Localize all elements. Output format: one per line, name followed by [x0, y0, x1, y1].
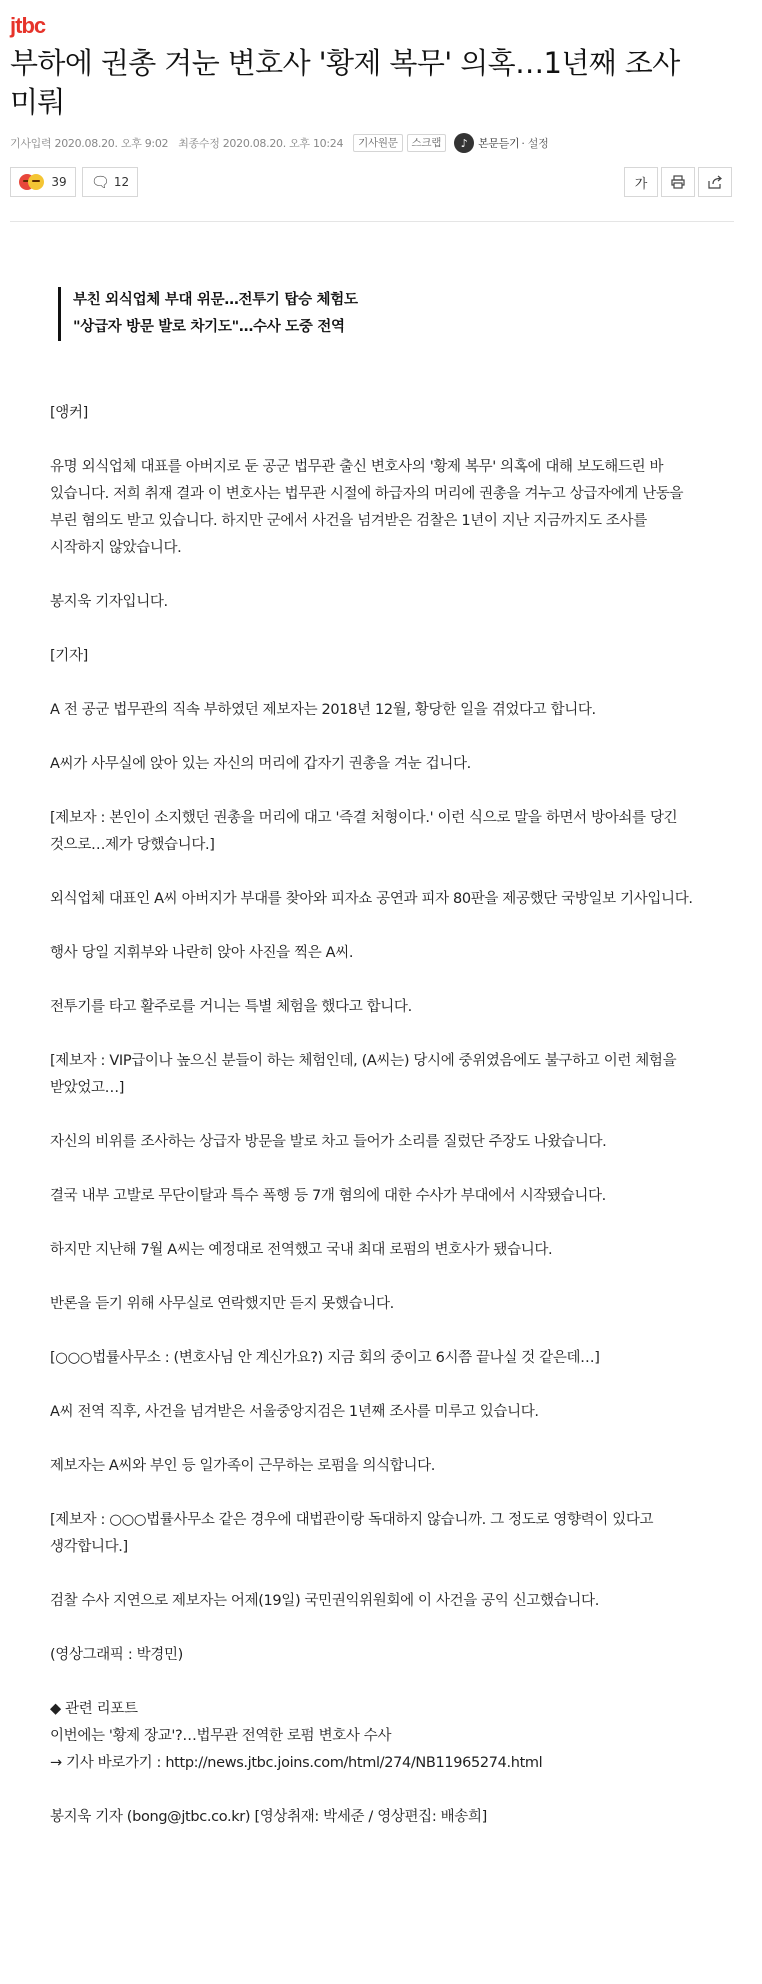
body-paragraph: [제보자 : 본인이 소지했던 권총을 머리에 대고 '즉결 처형이다.' 이런 식으로 말을 하면서 방아쇠를 당긴 것으로…제가 당했습니다.]: [50, 810, 678, 853]
body-paragraph: [제보자 : ○○○법률사무소 같은 경우에 대법관이랑 독대하지 않습니까. 그 정도로 영향력이 있다고 생각합니다.]: [50, 1512, 654, 1555]
body-paragraph: 반론을 듣기 위해 사무실로 연락했지만 듣지 못했습니다.: [50, 1296, 394, 1312]
reaction-button[interactable]: [10, 167, 76, 197]
body-paragraph: (영상그래픽 : 박경민): [50, 1647, 183, 1663]
body-paragraph: 하지만 지난해 7월 A씨는 예정대로 전역했고 국내 최대 로펌의 변호사가 됐습니다.: [50, 1242, 553, 1258]
body-paragraph: 유명 외식업체 대표를 아버지로 둔 공군 법무관 출신 변호사의 '황제 복무' 의혹에 대해 보도해드린 바 있습니다. 저희 취재 결과 이 변호사는 법무관 시절에 하급자의 머리에 권총을 겨누고 상급자에게 난동을 부린 혐의도 받고 있습니다. 하지만 군에서 사건을 넘겨받은 검찰은 1년이 지난 지금까지도 조사를 시작하지 않았습니다.: [50, 459, 684, 556]
comment-count: 12: [113, 175, 130, 189]
subtitle-line: "상급자 방문 발로 차기도"…수사 도중 전역: [73, 319, 345, 335]
body-paragraph: 외식업체 대표인 A씨 아버지가 부대를 찾아와 피자쇼 공연과 피자 80판을 제공했단 국방일보 기사입니다.: [50, 891, 693, 907]
modified-date: 최종수정 2020.08.20. 오후 10:24: [178, 137, 344, 150]
body-paragraph: [제보자 : VIP급이나 높으신 분들이 하는 체험인데, (A씨는) 당시에 중위였음에도 불구하고 이런 체험을 받았었고…]: [50, 1053, 677, 1096]
audio-settings-link[interactable]: · 설정: [521, 137, 549, 150]
subtitle-line: 부친 외식업체 부대 위문…전투기 탑승 체험도: [73, 292, 358, 308]
comment-bubble-icon: 🗨︎: [90, 173, 110, 191]
body-paragraph: [앵커]: [50, 405, 88, 421]
reaction-count: 39: [51, 175, 67, 189]
body-paragraph: A 전 공군 법무관의 직속 부하였던 제보자는 2018년 12월, 황당한 일을 겪었다고 합니다.: [50, 702, 596, 718]
share-button[interactable]: [698, 167, 732, 197]
article-toolbar: [10, 167, 732, 197]
body-paragraph: 결국 내부 고발로 무단이탈과 특수 폭행 등 7개 혐의에 대한 수사가 부대에서 시작됐습니다.: [50, 1188, 606, 1204]
original-article-button[interactable]: 기사원문: [353, 134, 402, 152]
article-body: [50, 400, 704, 1858]
body-paragraph: [○○○법률사무소 : (변호사님 안 계신가요?) 지금 회의 중이고 6시쯤 끝나실 것 같은데…]: [50, 1350, 600, 1366]
print-button[interactable]: [661, 167, 695, 197]
jtbc-logo[interactable]: [10, 14, 45, 38]
article-subtitle: [58, 287, 358, 341]
byline: 봉지욱 기자 (bong@jtbc.co.kr) [영상취재: 박세준 / 영상편집: 배송희]: [50, 1809, 487, 1825]
speaker-icon: ♪: [454, 133, 474, 153]
body-paragraph: 전투기를 타고 활주로를 거니는 특별 체험을 했다고 합니다.: [50, 999, 412, 1015]
font-size-button[interactable]: [624, 167, 658, 197]
body-paragraph: A씨 전역 직후, 사건을 넘겨받은 서울중앙지검은 1년째 조사를 미루고 있습니다.: [50, 1404, 539, 1420]
body-paragraph: 행사 당일 지휘부와 나란히 앉아 사진을 찍은 A씨.: [50, 945, 354, 961]
related-item-title: 이번에는 '황제 장교'?…법무관 전역한 로펌 변호사 수사: [50, 1728, 392, 1744]
article-meta: [10, 133, 548, 153]
body-paragraph: 자신의 비위를 조사하는 상급자 방문을 발로 차고 들어가 소리를 질렀단 주장도 나왔습니다.: [50, 1134, 607, 1150]
input-date: 기사입력 2020.08.20. 오후 9:02: [10, 137, 169, 150]
comment-button[interactable]: [82, 167, 138, 197]
reaction-emoji-icon: [19, 174, 45, 190]
audio-read-label: 본문듣기: [478, 137, 520, 150]
logo-text: jtbc: [10, 13, 46, 38]
body-paragraph: [기자]: [50, 648, 88, 664]
print-icon: [671, 175, 685, 189]
body-paragraph: A씨가 사무실에 앉아 있는 자신의 머리에 갑자기 권총을 겨눈 겁니다.: [50, 756, 471, 772]
scrap-button[interactable]: 스크랩: [407, 134, 447, 152]
article-title: 부하에 권총 겨눈 변호사 '황제 복무' 의혹…1년째 조사 미뤄: [10, 46, 680, 119]
share-icon: [708, 175, 723, 189]
header-divider: [10, 221, 734, 222]
body-paragraph: 봉지욱 기자입니다.: [50, 594, 168, 610]
related-heading: ◆ 관련 리포트: [50, 1701, 138, 1717]
audio-read-button[interactable]: [454, 133, 519, 153]
body-paragraph: 검찰 수사 지연으로 제보자는 어제(19일) 국민권익위원회에 이 사건을 공익 신고했습니다.: [50, 1593, 599, 1609]
font-size-label: 가: [634, 176, 648, 192]
body-paragraph: 제보자는 A씨와 부인 등 일가족이 근무하는 로펌을 의식합니다.: [50, 1458, 436, 1474]
related-article-link[interactable]: → 기사 바로가기 : http://news.jtbc.joins.com/html/274/NB11965274.html: [50, 1755, 543, 1771]
